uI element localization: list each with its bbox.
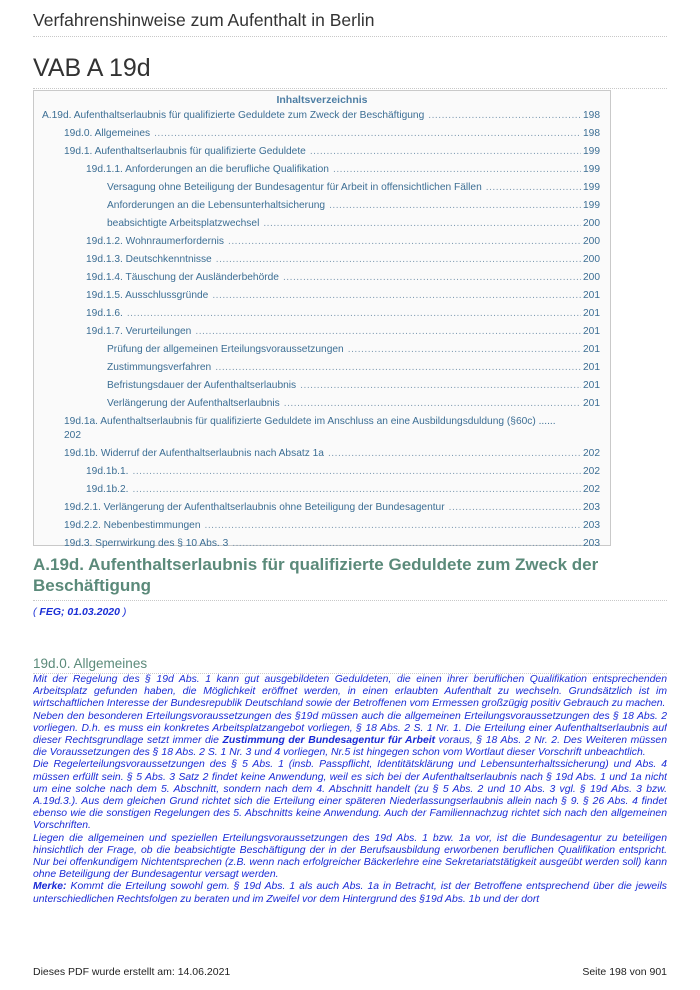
toc-entry[interactable]: 19d.1b.2. ..... 202 — [86, 483, 600, 497]
toc-entry[interactable]: Versagung ohne Beteiligung der Bundesagentur für Arbeit in offensichtlichen Fällen ..... 199 — [107, 181, 600, 195]
toc-entry[interactable]: A.19d. Aufenthaltserlaubnis für qualifizierte Geduldete zum Zweck der Beschäftigung ..... 198 — [42, 109, 600, 123]
toc-entry[interactable]: 19d.3. Sperrwirkung des § 10 Abs. 3 ..... 203 — [64, 537, 600, 551]
toc-entry[interactable]: 19d.1a. Aufenthaltserlaubnis für qualifizierte Geduldete im Anschluss an eine Ausbildungsduldung (§60c) ...... — [64, 416, 556, 427]
toc-entry[interactable]: Prüfung der allgemeinen Erteilungsvoraussetzungen ..... 201 — [107, 343, 600, 357]
section-heading: A.19d. Aufenthaltserlaubnis für qualifizierte Geduldete zum Zweck der Beschäftigung — [33, 554, 667, 601]
toc-entry[interactable]: beabsichtigte Arbeitsplatzwechsel ..... 200 — [107, 217, 600, 231]
toc-entry[interactable]: 19d.1. Aufenthaltserlaubnis für qualifizierte Geduldete ..... 199 — [64, 145, 600, 159]
toc-entry[interactable]: Zustimmungsverfahren ..... 201 — [107, 361, 600, 375]
table-of-contents — [33, 90, 611, 549]
body-text — [33, 674, 667, 966]
paragraph: Neben den besonderen Erteilungsvoraussetzungen des §19d müssen auch die allgemeinen Erteilungsvoraussetzungen des § 18 Abs. 2 vorliegen. D.h. es muss ein konkretes Arbeitsplatzangebot vorliegen, § 18 Abs. 2 S. 1 Nr. 1. Die Erteilung einer Aufenthaltserlaubnis auf dieser Rechtsgrundlage setzt immer die Zustimmung der Bundesagentur für Arbeit voraus, § 18 Abs. 2 Nr. 2. Des Weiteren müssen die Voraussetzungen des § 18 Abs. 2 S. 1 Nr. 3 und 4 vorliegen, Nr.5 ist hingegen schon vom Wortlaut dieser Vorschrift unbeachtlich. — [33, 710, 667, 759]
toc-entry[interactable]: 19d.2.1. Verlängerung der Aufenthaltserlaubnis ohne Beteiligung der Bundesagentur ..... 203 — [64, 501, 600, 515]
running-header: Verfahrenshinweise zum Aufenthalt in Berlin — [33, 10, 667, 37]
paragraph: Merke: Kommt die Erteilung sowohl gem. § 19d Abs. 1 als auch Abs. 1a in Betracht, ist der Betroffene entsprechend über die jeweils unterschiedlichen Rechtsfolgen zu beraten und im Zweifel vor dem Hintergrund des §19d Abs. 1b und der dort — [33, 881, 667, 905]
toc-entry[interactable]: 19d.1.3. Deutschkenntnisse ..... 200 — [86, 253, 600, 267]
toc-entry-page: 202 — [64, 430, 81, 441]
toc-entry[interactable]: 19d.0. Allgemeines ..... 198 — [64, 127, 600, 141]
paragraph: Mit der Regelung des § 19d Abs. 1 kann gut ausgebildeten Geduldeten, die einen ihrer beruflichen Qualifikation entsprechenden Arbeitsplatz gefunden haben, die Möglichkeit eröffnet werden, in einen erlaubten Aufenthalt zu wechseln. Grundsätzlich ist im wirtschaftlichen Interesse der Bundesrepublik Deutschland sowie der Betroffenen vom Ermessen großzügig positiv Gebrauch zu machen. — [33, 674, 667, 710]
toc-entry[interactable]: 19d.2.2. Nebenbestimmungen ..... 203 — [64, 519, 600, 533]
source-reference: FEG; 01.03.2020 — [39, 606, 120, 618]
source-note: ( FEG; 01.03.2020 ) — [33, 606, 127, 618]
toc-entry[interactable]: Verlängerung der Aufenthaltserlaubnis ..... 201 — [107, 397, 600, 411]
paragraph: Liegen die allgemeinen und speziellen Erteilungsvoraussetzungen des 19d Abs. 1 bzw. 1a vor, ist die Bundesagentur zu beteiligen hinsichtlich der Frage, ob die beabsichtigte Beschäftigung der in der Berufsausbildung erworbenen beruflichen Qualifikation entspricht. Nur bei offenkundigem Nichtentsprechen (z.B. wenn nach erfolgreicher Bäckerlehre eine Sekretariatstätigkeit ausgeübt werden soll) kann ohne Beteiligung der Bundesagentur versagt werden. — [33, 832, 667, 881]
subsection-heading: 19d.0. Allgemeines — [33, 656, 667, 674]
toc-entry[interactable]: 19d.1.6. ..... 201 — [86, 307, 600, 321]
toc-entry[interactable]: 19d.1.2. Wohnraumerfordernis ..... 200 — [86, 235, 600, 249]
toc-entry[interactable]: 19d.1.1. Anforderungen an die berufliche Qualifikation ..... 199 — [86, 163, 600, 177]
toc-entry[interactable]: Befristungsdauer der Aufenthaltserlaubnis ..... 201 — [107, 379, 600, 393]
toc-entry[interactable]: Anforderungen an die Lebensunterhaltsicherung ..... 199 — [107, 199, 600, 213]
toc-entry[interactable]: 19d.1b. Widerruf der Aufenthaltserlaubnis nach Absatz 1a ..... 202 — [64, 447, 600, 461]
footer-page-number: Seite 198 von 901 — [582, 966, 667, 978]
toc-entry[interactable]: 19d.1.4. Täuschung der Ausländerbehörde ..... 200 — [86, 271, 600, 285]
footer-created-date: Dieses PDF wurde erstellt am: 14.06.2021 — [33, 966, 231, 978]
toc-title: Inhaltsverzeichnis — [276, 94, 368, 106]
toc-entry[interactable]: 19d.1.7. Verurteilungen ..... 201 — [86, 325, 600, 339]
toc-entry[interactable]: 19d.1b.1. ..... 202 — [86, 465, 600, 479]
emphasis: Zustimmung der Bundesagentur für Arbeit — [222, 735, 436, 747]
toc-entry[interactable]: 19d.1.5. Ausschlussgründe ..... 201 — [86, 289, 600, 303]
paragraph: Die Regelerteilungsvoraussetzungen des § 5 Abs. 1 (insb. Passpflicht, Identitätsklärung und Lebensunterhaltssicherung) und Abs. 4 müssen erfüllt sein. § 5 Abs. 3 Satz 2 findet keine Anwendung, weil es sich bei der Aufenthaltserlaubnis nach § 19d Abs. 1 und 1a nicht um eine solche nach dem 5. Abschnitt, sondern nach dem 4. Abschnitt handelt (zu § 5 Abs. 2 und 10 Abs. 3 vgl. § 19d Abs. 3 bzw. A.19d.3.). Aus dem gleichen Grund richtet sich die Erteilung einer späteren Niederlassungserlaubnis allein nach § 9. § 26 Abs. 4 findet ebenso wie die sonstigen Regelungen des 5. Abschnitts keine Anwendung. Auch der Familiennachzug richtet sich nach den allgemeinen Vorschriften. — [33, 759, 667, 832]
document-title: VAB A 19d — [33, 52, 667, 89]
merke-label: Merke: — [33, 881, 67, 893]
